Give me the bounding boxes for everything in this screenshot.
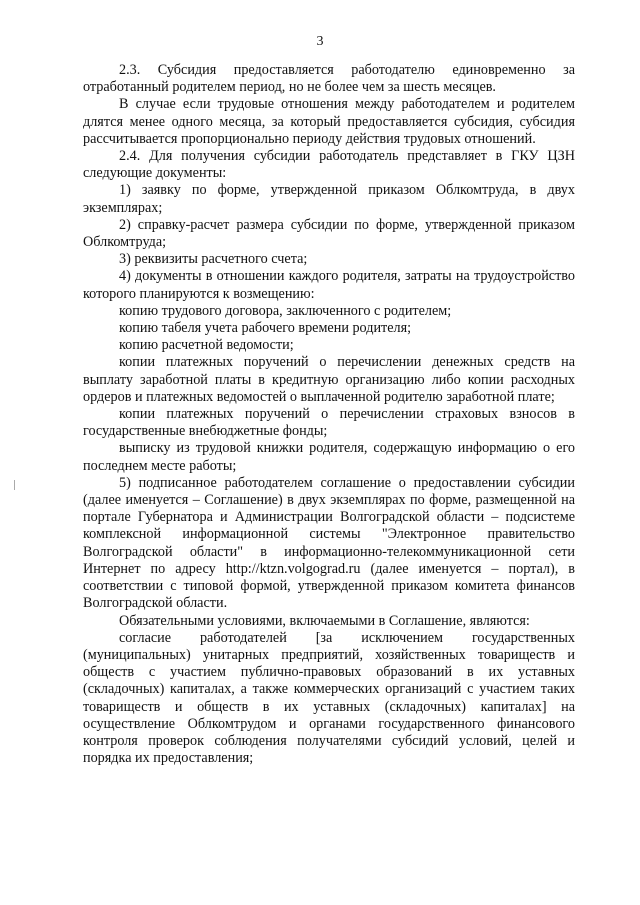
- sublist-item-payroll: копию расчетной ведомости;: [119, 337, 294, 354]
- list-item-1: 1) заявку по форме, утвержденной приказом Облкомтруда, в двух экземплярах;: [83, 182, 575, 216]
- list-item-2: 2) справку-расчет размера субсидии по форме, утвержденной приказом Облкомтруда;: [83, 216, 575, 251]
- sublist-item-contract: копию трудового договора, заключенного с родителем;: [119, 302, 452, 319]
- paragraph-2-4: 2.4. Для получения субсидии работодатель представляет в ГКУ ЦЗН следующие документы:: [83, 148, 575, 182]
- sublist-item-insurance: копии платежных поручений о перечислении страховых взносов в государственные внебюджетные фонды;: [83, 406, 575, 440]
- page-number: 3: [316, 34, 324, 49]
- list-item-3: 3) реквизиты расчетного счета;: [119, 251, 308, 268]
- paragraph-less-than-month: В случае если трудовые отношения между работодателем и родителем длятся менее одного месяца, за который предоставляется субсидия, субсидия рассчитывается пропорционально периоду действия трудовых отношений.: [83, 96, 575, 147]
- paragraph-2-3: 2.3. Субсидия предоставляется работодателю единовременно за отработанный родителем период, но не более чем за шесть месяцев.: [83, 62, 575, 96]
- list-item-5: 5) подписанное работодателем соглашение о предоставлении субсидии (далее именуется – Соглашение) в двух экземплярах по форме, размещенной на портале Губернатора и Администрации Волгоградской области – подсистеме комплексной информационной системы "Электронное правительство Волгоградской области" в информационно-телекоммуникационной сети Интернет по адресу http://ktzn.volgograd.ru (далее именуется – портал), в соответствии с типовой формой, утвержденной приказом комитета финансов Волгоградской области.: [83, 474, 575, 612]
- paragraph-consent: согласие работодателей [за исключением государственных (муниципальных) унитарных предприятий, хозяйственных товариществ и обществ с участием публично-правовых образований в их уставных (складочных) капиталах, а также коммерческих организаций с участием таких товариществ и обществ в их уставных (складочных) капиталах] на осуществление Облкомтрудом и органами государственного финансового контроля проверок соблюдения получателями субсидий условий, целей и порядка их предоставления;: [83, 629, 575, 767]
- document-body: [83, 62, 575, 767]
- sublist-item-payment-orders: копии платежных поручений о перечислении денежных средств на выплату заработной платы в кредитную организацию либо копии расходных ордеров и платежных ведомостей о выплаченной родителю заработной плате;: [83, 354, 575, 405]
- sublist-item-employment-record: выписку из трудовой книжки родителя, содержащую информацию о его последнем месте работы;: [83, 440, 575, 474]
- paragraph-mandatory-conditions: Обязательными условиями, включаемыми в Соглашение, являются:: [119, 612, 530, 629]
- margin-mark: [14, 480, 17, 490]
- list-item-4: 4) документы в отношении каждого родителя, затраты на трудоустройство которого планируются к возмещению:: [83, 268, 575, 302]
- sublist-item-timesheet: копию табеля учета рабочего времени родителя;: [119, 320, 412, 337]
